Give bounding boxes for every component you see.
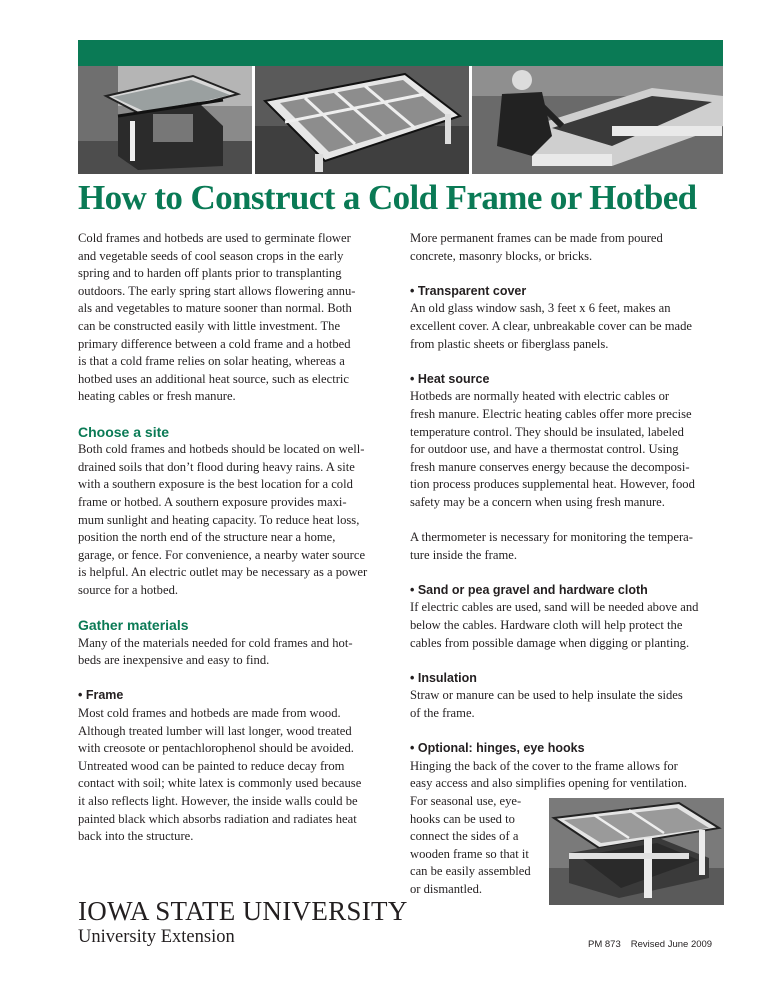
intro-line: hotbed uses an additional heat source, such as electric (78, 371, 350, 386)
heat-line: safety may be a concern when using fresh manure. (410, 494, 665, 509)
cover-line: An old glass window sash, 3 feet x 6 feet, makes an (410, 301, 671, 316)
frame-line: contact with soil; white latex is commonly used because (78, 776, 362, 791)
heat-line: fresh manure. Electric heating cables offer more precise (410, 406, 692, 421)
site-line: with a southern exposure is the best location for a cold (78, 477, 353, 492)
materials-line: beds are inexpensive and easy to find. (78, 653, 270, 668)
cold-frame-photo (78, 66, 252, 174)
frame-heading: • Frame (78, 688, 124, 703)
frame-line: Untreated wood can be painted to reduce decay from (78, 758, 345, 773)
heat-line: temperature control. They should be insulated, labeled (410, 424, 684, 439)
hinges-line: Hinging the back of the cover to the frame allows for (410, 758, 678, 773)
hinges-wrap-line: hooks can be used to (410, 811, 515, 826)
thermometer-line: A thermometer is necessary for monitoring the tempera- (410, 530, 693, 545)
frame-line: Although treated lumber will last longer, wood treated (78, 723, 352, 738)
revision-date: Revised June 2009 (630, 939, 713, 950)
intro-line: is that a cold frame relies on solar heating, whereas a (78, 354, 345, 369)
left-column (78, 230, 388, 846)
cover-line: from plastic sheets or fiberglass panels. (410, 336, 609, 351)
thermometer-line: ture inside the frame. (410, 547, 518, 562)
hinges-heading: • Optional: hinges, eye hooks (410, 741, 585, 756)
materials-line: Many of the materials needed for cold frames and hot- (78, 635, 353, 650)
site-line: drained soils that don’t flood during heavy rains. A site (78, 459, 355, 474)
intro-line: and vegetable seeds of cool season crops in the early (78, 248, 344, 263)
hinges-line: easy access and also simplifies opening for ventilation. (410, 776, 687, 791)
publication-number: PM 873 (588, 939, 621, 950)
site-line: source for a hotbed. (78, 582, 179, 597)
sand-gravel-heading: • Sand or pea gravel and hardware cloth (410, 582, 648, 597)
insulation-heading: • Insulation (410, 670, 477, 685)
intro-line: als and vegetables to mature sooner than normal. Both (78, 301, 352, 316)
intro-line: spring and to harden off plants prior to transplanting (78, 266, 342, 281)
header-band (78, 40, 723, 66)
hinges-wrap-line: connect the sides of a (410, 829, 519, 844)
intro-line: heating cables or fresh manure. (78, 389, 236, 404)
site-line: garage, or fence. For convenience, a nearby water source (78, 547, 366, 562)
intro-line: outdoors. The early spring start allows flowering annu- (78, 283, 356, 298)
site-line: is helpful. An electric outlet may be necessary as a power (78, 565, 368, 580)
hinges-wrap-line: For seasonal use, eye- (410, 794, 522, 808)
heat-line: tion process produces supplemental heat. However, food (410, 477, 695, 492)
transparent-cover-heading: • Transparent cover (410, 283, 527, 298)
university-logo (78, 896, 408, 948)
site-line: position the north end of the structure near a home, (78, 530, 336, 545)
heat-line: Hotbeds are normally heated with electric cables or (410, 389, 670, 404)
logo-main-text: IOWA STATE UNIVERSITY (78, 896, 408, 926)
permanent-line: More permanent frames can be made from poured (410, 231, 663, 245)
frame-line: it also reflects light. However, the inside walls could be (78, 794, 358, 808)
cover-line: excellent cover. A clear, unbreakable cover can be made (410, 318, 693, 333)
logo-sub-text: University Extension (78, 927, 235, 947)
heat-source-heading: • Heat source (410, 371, 490, 386)
frame-line: painted black which absorbs radiation and radiates heat (78, 811, 357, 826)
sand-line: cables from possible damage when digging or planting. (410, 635, 690, 650)
sand-line: If electric cables are used, sand will be needed above and (410, 600, 699, 615)
intro-line: Cold frames and hotbeds are used to germinate flower (78, 231, 351, 245)
sand-line: below the cables. Hardware cloth will help protect the (410, 618, 683, 633)
hinges-wrap-line: wooden frame so that it (410, 846, 529, 861)
insulation-line: Straw or manure can be used to help insulate the sides (410, 688, 683, 703)
frame-line: back into the structure. (78, 829, 194, 844)
site-line: frame or hotbed. A southern exposure provides maxi- (78, 494, 347, 509)
site-line: mum sunlight and heating capacity. To reduce heat loss, (78, 512, 360, 527)
wooden-frame-eyehooks-photo (549, 798, 724, 905)
frame-line: with creosote or pentachlorophenol should be avoided. (78, 741, 354, 756)
gather-materials-heading: Gather materials (78, 617, 189, 634)
gardener-raised-frame-photo (472, 66, 723, 174)
hinges-wrap-line: or dismantled. (410, 881, 483, 896)
hinges-wrap-line: can be easily assembled (410, 864, 531, 879)
intro-line: primary difference between a cold frame and a hotbed (78, 336, 351, 351)
frame-line: Most cold frames and hotbeds are made from wood. (78, 706, 341, 721)
insulation-line: of the frame. (410, 706, 475, 721)
heat-line: for outdoor use, and have a thermostat control. Using (410, 442, 679, 457)
publication-info (588, 939, 712, 950)
page-title: How to Construct a Cold Frame or Hotbed (78, 178, 697, 217)
window-sash-frame-photo (255, 66, 469, 174)
heat-line: fresh manure conserves energy because the decomposi- (410, 459, 690, 474)
site-line: Both cold frames and hotbeds should be located on well- (78, 442, 365, 457)
intro-line: can be constructed easily with little investment. The (78, 318, 341, 333)
choose-site-heading: Choose a site (78, 423, 170, 440)
permanent-line: concrete, masonry blocks, or bricks. (410, 248, 593, 263)
